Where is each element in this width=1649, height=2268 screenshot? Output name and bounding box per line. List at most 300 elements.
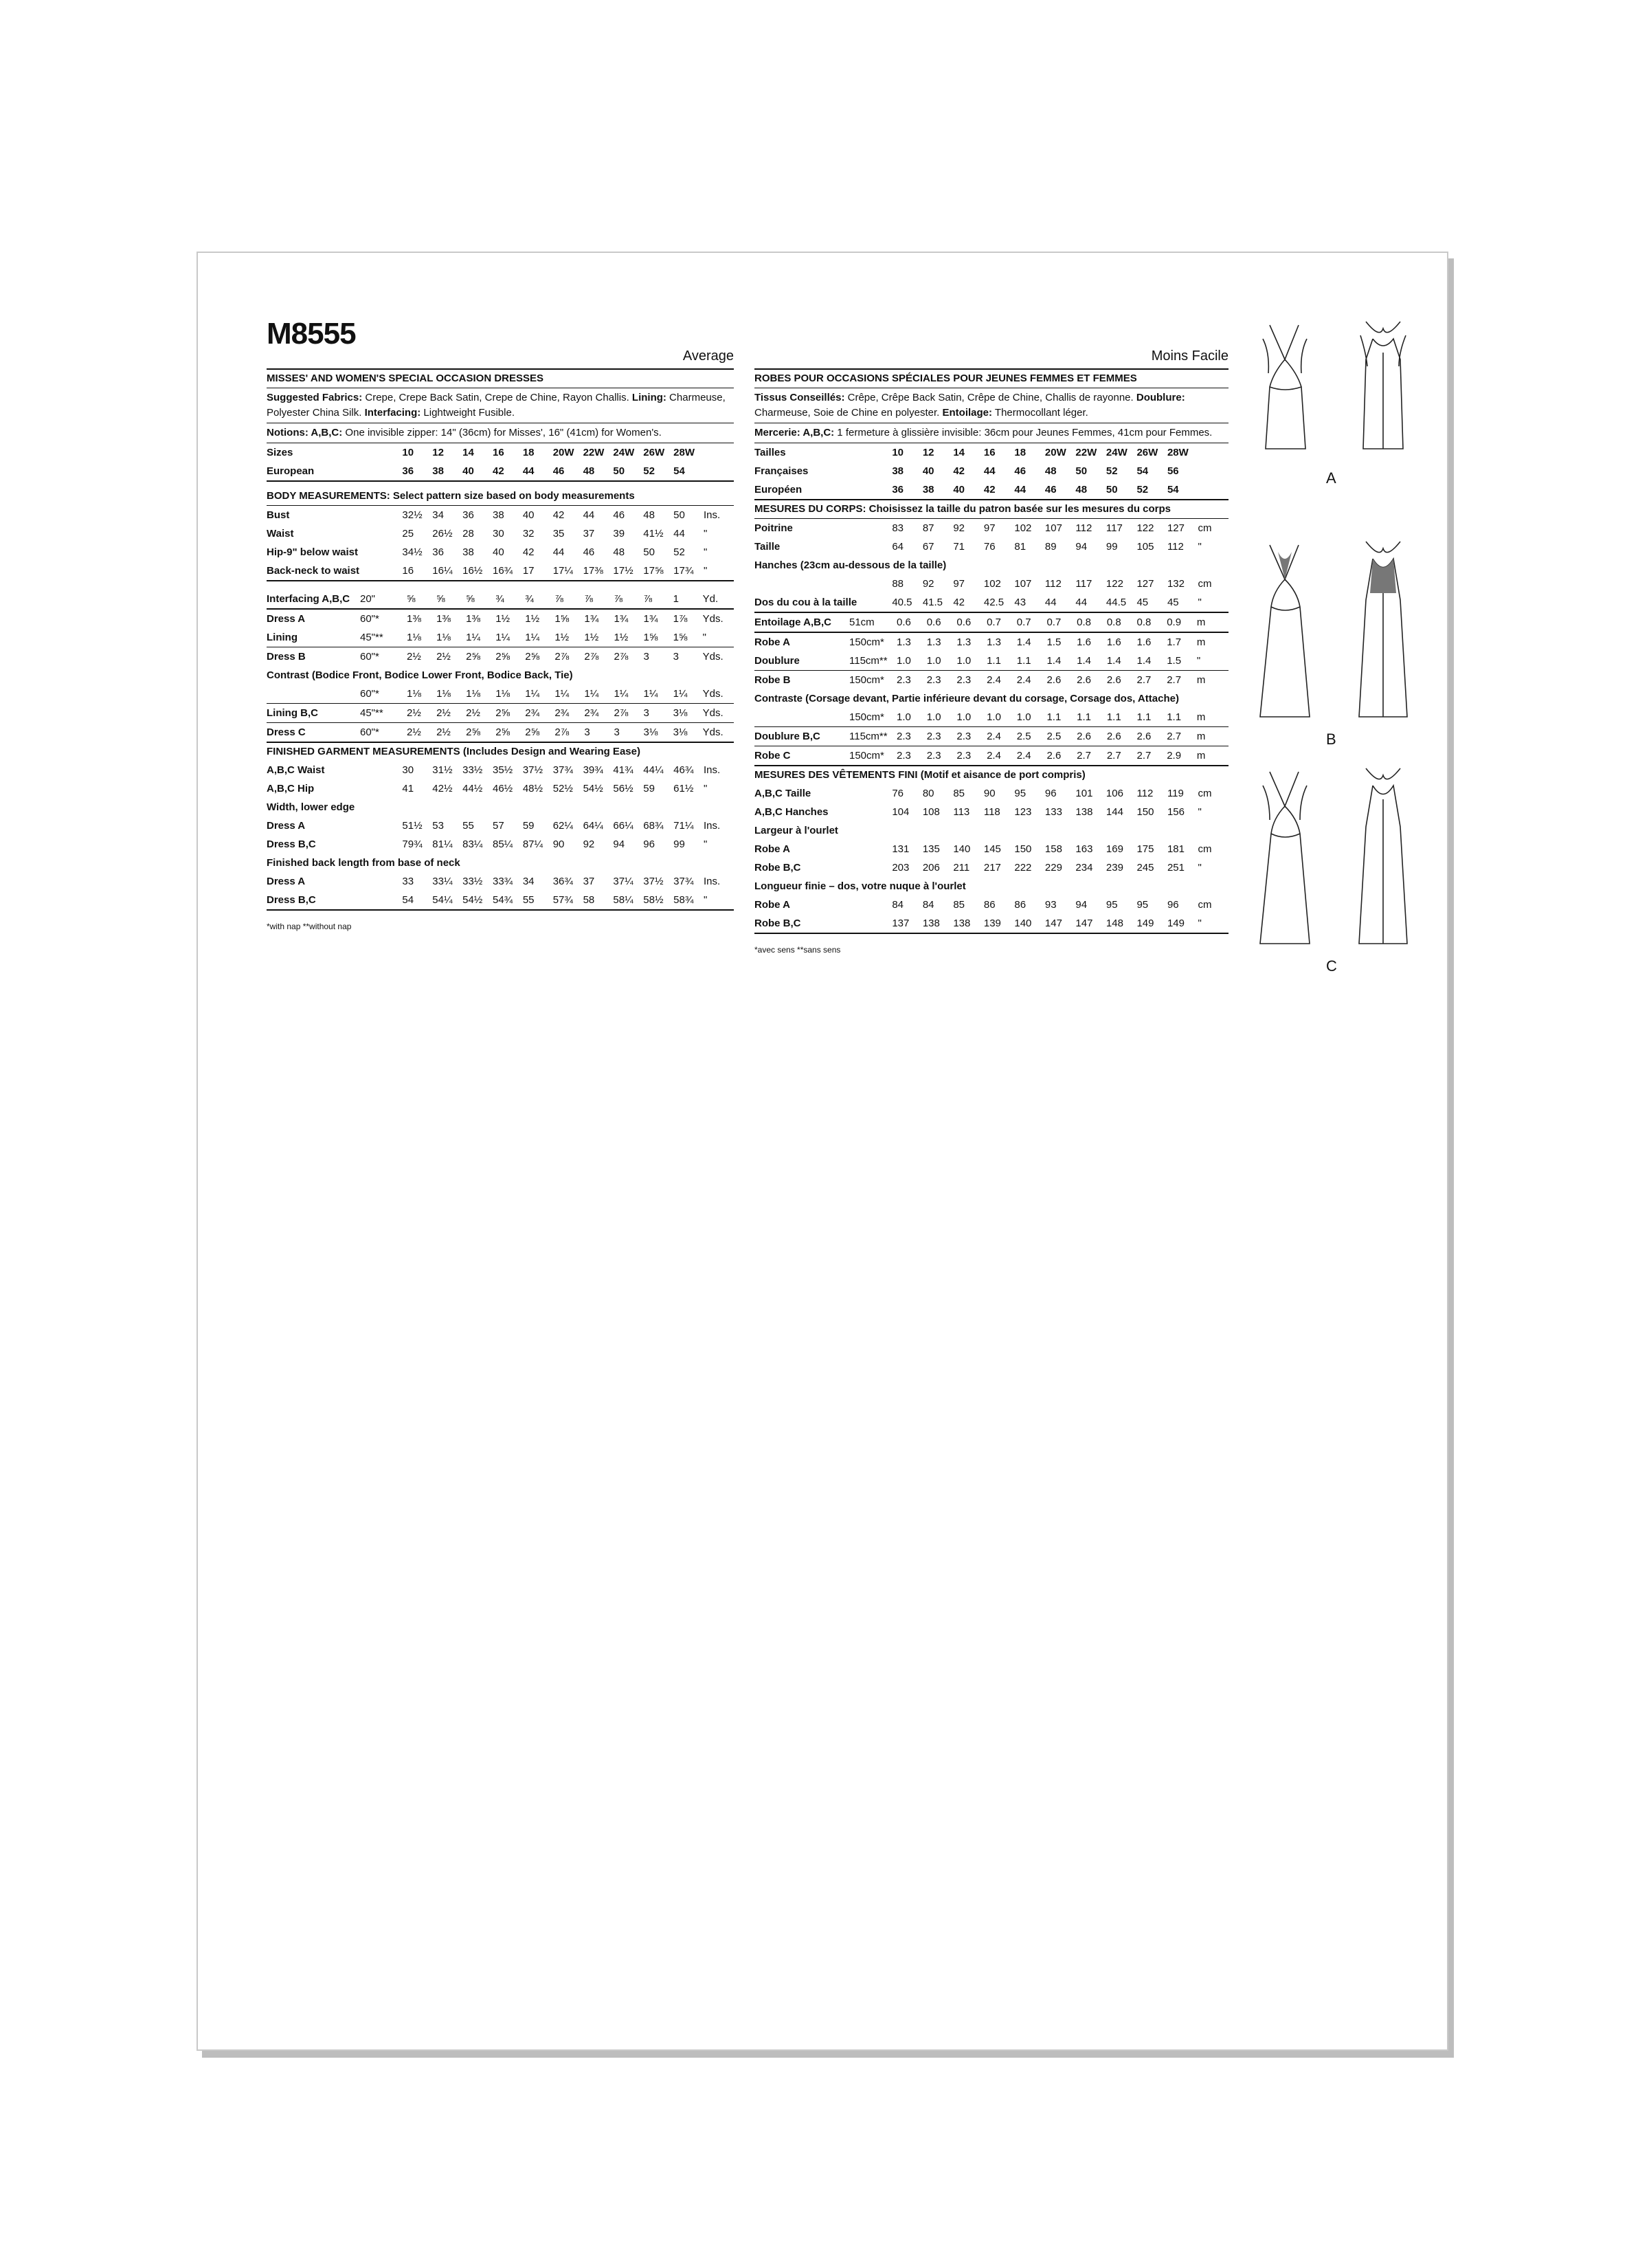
cell-value: 217 xyxy=(983,862,1001,874)
cell-value: 1.0 xyxy=(897,708,927,727)
cell-value: 2¾ xyxy=(525,704,554,723)
cell-value: 1.1 xyxy=(1167,708,1197,727)
cell-value: 1¼ xyxy=(495,628,525,647)
cell-value: 52 xyxy=(643,462,673,481)
unit-label xyxy=(1198,443,1229,462)
fabric-width: 60"* xyxy=(360,651,379,663)
sizes-table-fr xyxy=(754,443,1229,500)
cell-value: 2.7 xyxy=(1137,746,1167,766)
cell-value: 28W xyxy=(1167,447,1189,458)
cell-value: 2.5 xyxy=(1017,727,1047,746)
finished-measurements-table-fr xyxy=(754,784,1229,934)
french-column xyxy=(754,329,1229,959)
table-row xyxy=(754,462,1229,480)
cell-value: 59 xyxy=(643,783,655,794)
yardage-table-fr xyxy=(754,613,1229,766)
section-heading: Contraste (Corsage devant, Partie inférieure devant du corsage, Corsage dos, Attache) xyxy=(754,693,1179,704)
cell-value: 44 xyxy=(1075,593,1106,612)
cell-value: 55 xyxy=(462,820,474,832)
cell-value: 1½ xyxy=(525,613,540,625)
cell-value: 2⅞ xyxy=(554,651,570,663)
cell-value: 34½ xyxy=(402,546,423,558)
row-label: A,B,C Waist xyxy=(267,764,325,776)
cell-value: 123 xyxy=(1014,806,1032,818)
cell-value: 1½ xyxy=(554,628,584,647)
cell-value: 17¾ xyxy=(673,562,704,581)
cell-value: 1⅜ xyxy=(407,613,421,625)
table-row xyxy=(754,708,1229,727)
cell-value: 211 xyxy=(953,862,970,874)
table-row xyxy=(267,891,734,910)
view-a xyxy=(1242,311,1442,538)
cell-value: 3⅛ xyxy=(673,704,703,723)
cell-value: 68¾ xyxy=(643,820,664,832)
cell-value: 1¼ xyxy=(673,685,703,704)
cell-value: 86 xyxy=(983,899,996,911)
cell-value: 42 xyxy=(522,546,535,558)
cell-value: 1.0 xyxy=(927,652,957,671)
cell-value: 36 xyxy=(402,462,432,481)
cell-value: 234 xyxy=(1075,862,1093,874)
cell-value: 38 xyxy=(432,462,462,481)
cell-value: 59 xyxy=(522,820,535,832)
cell-value: 1.3 xyxy=(956,636,972,648)
cell-value: 139 xyxy=(984,914,1015,933)
cell-value: 2.7 xyxy=(1167,674,1182,686)
cell-value: 25 xyxy=(402,528,414,540)
cell-value: 1.4 xyxy=(1137,652,1167,671)
cell-value: 20W xyxy=(1044,447,1066,458)
cell-value: 92 xyxy=(953,522,965,534)
table-row xyxy=(267,704,734,723)
row-label: Poitrine xyxy=(754,522,793,534)
cell-value: 97 xyxy=(953,578,965,590)
cell-value: 24W xyxy=(613,447,635,458)
cell-value: 147 xyxy=(1075,914,1106,933)
cell-value: 2⅝ xyxy=(525,723,554,743)
cell-value: 138 xyxy=(923,914,954,933)
cell-value: 113 xyxy=(953,806,970,818)
fabric-width: 60"* xyxy=(360,613,379,625)
cell-value: 14 xyxy=(462,447,474,458)
unit-label: m xyxy=(1197,746,1229,766)
cell-value: 112 xyxy=(1044,578,1062,590)
cell-value: 2⅞ xyxy=(554,723,584,743)
cell-value: 57 xyxy=(492,820,504,832)
row-label: Bust xyxy=(267,509,290,521)
cell-value: 38 xyxy=(923,480,954,500)
cell-value: 2.6 xyxy=(1077,727,1107,746)
cell-value: ⅝ xyxy=(436,590,466,609)
row-label: Lining B,C xyxy=(267,704,360,723)
cell-value: 85 xyxy=(953,788,965,799)
cell-value: 0.7 xyxy=(1046,613,1077,632)
cell-value: 16¼ xyxy=(432,562,462,581)
cell-value: 3 xyxy=(643,651,649,663)
cell-value: 50 xyxy=(613,462,643,481)
cell-value: 28W xyxy=(673,447,695,458)
fabric-width: 150cm* xyxy=(849,746,897,766)
cell-value: 12 xyxy=(922,447,934,458)
cell-value: 2⅝ xyxy=(466,651,480,663)
cell-value: 0.7 xyxy=(987,613,1017,632)
cell-value: 2⅝ xyxy=(466,723,495,743)
row-label: Tailles xyxy=(754,447,786,458)
cell-value: 37¼ xyxy=(613,876,633,887)
unit-label xyxy=(704,462,734,481)
cell-value: 169 xyxy=(1106,843,1123,855)
cell-value: 0.8 xyxy=(1077,613,1107,632)
cell-value: 32½ xyxy=(402,509,423,521)
cell-value: 1¼ xyxy=(584,685,614,704)
cell-value: 104 xyxy=(892,806,910,818)
cell-value: 54½ xyxy=(583,783,603,794)
cell-value: 1⅜ xyxy=(436,613,451,625)
row-label xyxy=(754,575,892,593)
row-label: Taille xyxy=(754,541,781,553)
cell-value: ¾ xyxy=(495,590,525,609)
cell-value: 105 xyxy=(1136,541,1154,553)
cell-value: 117 xyxy=(1075,578,1092,590)
cell-value: 20W xyxy=(552,447,574,458)
cell-value: 117 xyxy=(1106,522,1123,534)
cell-value: 3 xyxy=(644,704,673,723)
fabric-description: Suggested Fabrics: Crepe, Crepe Back Satin, Crepe de Chine, Rayon Challis. Lining: Charmeuse, Polyester China Silk. Interfacing: Lightweight Fusible. xyxy=(267,388,734,423)
row-label: Dress A xyxy=(267,613,306,625)
pattern-title: MISSES' AND WOMEN'S SPECIAL OCCASION DRESSES xyxy=(267,370,734,388)
table-row xyxy=(267,779,734,798)
cell-value: 1.1 xyxy=(1046,708,1077,727)
table-row xyxy=(267,647,734,667)
cell-value: 22W xyxy=(1075,447,1097,458)
cell-value: 1.0 xyxy=(956,708,987,727)
cell-value: ¾ xyxy=(525,590,554,609)
cell-value: 2¾ xyxy=(584,704,614,723)
body-measurements-table xyxy=(267,506,734,581)
cell-value: 2½ xyxy=(436,723,466,743)
cell-value: 54½ xyxy=(462,891,493,910)
cell-value: 88 xyxy=(892,578,904,590)
row-label xyxy=(267,685,360,704)
cell-value: 33 xyxy=(402,876,414,887)
cell-value: 89 xyxy=(1044,541,1057,553)
cell-value: 40 xyxy=(492,546,504,558)
cell-value: 58¼ xyxy=(613,891,643,910)
cell-value: 137 xyxy=(892,914,923,933)
cell-value: 1.0 xyxy=(956,652,987,671)
english-column xyxy=(267,317,734,936)
cell-value: 57¾ xyxy=(553,891,583,910)
cell-value: 38 xyxy=(462,546,474,558)
cell-value: 43 xyxy=(1014,593,1045,612)
cell-value: 32 xyxy=(522,528,535,540)
row-label: Doublure xyxy=(754,652,849,671)
cell-value: 99 xyxy=(1106,541,1118,553)
cell-value: 92 xyxy=(922,578,934,590)
fabric-width: 60"* xyxy=(360,685,407,704)
cell-value: 156 xyxy=(1167,806,1185,818)
cell-value: 1.1 xyxy=(987,652,1017,671)
cell-value: 1⅝ xyxy=(673,628,703,647)
table-row xyxy=(267,628,734,647)
unit-label: " xyxy=(704,528,708,540)
finished-measurements-table xyxy=(267,761,734,911)
cell-value: 42 xyxy=(953,465,965,477)
cell-value: 24W xyxy=(1106,447,1128,458)
row-label: Doublure B,C xyxy=(754,727,849,746)
cell-value: 122 xyxy=(1106,578,1123,590)
table-row xyxy=(267,543,734,562)
cell-value: 2.9 xyxy=(1167,746,1197,766)
cell-value: 1.4 xyxy=(1046,652,1077,671)
cell-value: 1.1 xyxy=(1077,708,1107,727)
cell-value: 54 xyxy=(402,891,432,910)
cell-value: 1.4 xyxy=(1016,636,1031,648)
row-label: A,B,C Hanches xyxy=(754,806,829,818)
cell-value: 1⅛ xyxy=(436,628,466,647)
cell-value: 2.6 xyxy=(1077,674,1091,686)
table-row xyxy=(754,784,1229,803)
cell-value: 2.4 xyxy=(1017,746,1047,766)
cell-value: 1¾ xyxy=(614,613,629,625)
cell-value: 45 xyxy=(1167,593,1198,612)
cell-value: 46 xyxy=(1045,480,1076,500)
table-row xyxy=(754,480,1229,500)
cell-value: ⅞ xyxy=(614,590,643,609)
cell-value: 102 xyxy=(983,578,1001,590)
cell-value: 46 xyxy=(1014,465,1027,477)
cell-value: 71¼ xyxy=(673,820,694,832)
cell-value: 203 xyxy=(892,862,910,874)
unit-label: " xyxy=(703,628,734,647)
cell-value: 102 xyxy=(1014,522,1032,534)
cell-value: 40 xyxy=(522,509,535,521)
cell-value: 94 xyxy=(1075,541,1088,553)
row-label: Robe A xyxy=(754,899,790,911)
table-row xyxy=(267,562,734,581)
row-label: Robe B,C xyxy=(754,862,801,874)
cell-value: 1⅝ xyxy=(644,628,673,647)
cell-value: 107 xyxy=(1014,578,1032,590)
view-label: A xyxy=(1326,469,1336,487)
cell-value: 2¾ xyxy=(554,704,584,723)
cell-value: 44 xyxy=(983,465,996,477)
cell-value: 2.5 xyxy=(1046,727,1077,746)
table-row xyxy=(267,666,734,685)
cell-value: 138 xyxy=(953,914,984,933)
cell-value: 1.6 xyxy=(1106,636,1121,648)
cell-value: 35½ xyxy=(492,764,513,776)
fabric-width: 115cm** xyxy=(849,652,897,671)
cell-value: 36¾ xyxy=(552,876,573,887)
cell-value: 106 xyxy=(1106,788,1123,799)
cell-value: 2.6 xyxy=(1046,674,1062,686)
cell-value: 76 xyxy=(983,541,996,553)
dress-b-long-halter-contrast-icon xyxy=(1242,538,1442,744)
row-label: Hip-9" below waist xyxy=(267,546,358,558)
fabric-width: 150cm* xyxy=(849,708,897,727)
cell-value: 131 xyxy=(892,843,910,855)
cell-value: 18 xyxy=(522,447,535,458)
cell-value: 175 xyxy=(1136,843,1154,855)
cell-value: 96 xyxy=(643,838,655,850)
cell-value: 1.7 xyxy=(1167,636,1182,648)
cell-value: 16 xyxy=(983,447,996,458)
cell-value: 48 xyxy=(643,509,655,521)
cell-value: 149 xyxy=(1167,914,1198,933)
cell-value: 33¾ xyxy=(492,876,513,887)
cell-value: 112 xyxy=(1167,541,1184,553)
unit-label: cm xyxy=(1198,788,1212,799)
unit-label: Ins. xyxy=(704,876,721,887)
cell-value: 26W xyxy=(643,447,665,458)
row-label: Lining xyxy=(267,628,360,647)
cell-value: ⅞ xyxy=(584,590,614,609)
unit-label: cm xyxy=(1198,578,1212,590)
unit-label: m xyxy=(1196,636,1206,648)
cell-value: 50 xyxy=(1106,480,1137,500)
cell-value: 40 xyxy=(922,465,934,477)
cell-value: 2.3 xyxy=(897,746,927,766)
fabric-width: 60"* xyxy=(360,723,407,743)
cell-value: 58 xyxy=(583,891,614,910)
cell-value: 67 xyxy=(922,541,934,553)
cell-value: 36 xyxy=(432,546,444,558)
cell-value: 42 xyxy=(552,509,565,521)
cell-value: 122 xyxy=(1136,522,1154,534)
cell-value: 53 xyxy=(432,820,444,832)
cell-value: 71 xyxy=(953,541,965,553)
cell-value: 54 xyxy=(1167,480,1198,500)
cell-value: 1⅞ xyxy=(673,613,688,625)
cell-value: 2.3 xyxy=(956,746,987,766)
pattern-number: M8555 xyxy=(267,317,356,351)
row-label: Dress B,C xyxy=(267,838,316,850)
cell-value: 1.1 xyxy=(1137,708,1167,727)
cell-value: 61½ xyxy=(673,783,694,794)
cell-value: 14 xyxy=(953,447,965,458)
section-heading: Width, lower edge xyxy=(267,801,355,813)
cell-value: 50 xyxy=(643,546,655,558)
cell-value: 40 xyxy=(462,462,493,481)
pattern-title-fr: ROBES POUR OCCASIONS SPÉCIALES POUR JEUNES FEMMES ET FEMMES xyxy=(754,370,1229,388)
table-row xyxy=(754,858,1229,877)
cell-value: 2⅞ xyxy=(584,651,599,663)
pattern-envelope-back xyxy=(197,252,1448,2051)
table-row xyxy=(267,590,734,609)
cell-value: 31½ xyxy=(432,764,453,776)
unit-label xyxy=(1198,462,1229,480)
cell-value: 41¾ xyxy=(613,764,633,776)
cell-value: 0.8 xyxy=(1137,613,1167,632)
cell-value: 62¼ xyxy=(552,820,573,832)
cell-value: 38 xyxy=(892,465,904,477)
table-row xyxy=(754,652,1229,671)
cell-value: 2½ xyxy=(407,651,421,663)
cell-value: 46 xyxy=(553,462,583,481)
row-label xyxy=(754,708,849,727)
cell-value: 52½ xyxy=(552,783,573,794)
unit-label: " xyxy=(1198,914,1229,933)
cell-value: 46½ xyxy=(492,783,513,794)
cell-value: 132 xyxy=(1167,578,1185,590)
cell-value: 135 xyxy=(922,843,940,855)
row-label: Françaises xyxy=(754,465,809,477)
table-row xyxy=(754,671,1229,690)
cell-value: 17⅝ xyxy=(643,562,673,581)
cell-value: ⅞ xyxy=(644,590,673,609)
cell-value: ⅝ xyxy=(466,590,495,609)
footnote-fr: *avec sens **sans sens xyxy=(754,945,841,955)
cell-value: 42.5 xyxy=(984,593,1015,612)
view-label: C xyxy=(1326,957,1337,975)
table-row xyxy=(754,877,1229,896)
cell-value: 2.6 xyxy=(1107,727,1137,746)
cell-value: 1.3 xyxy=(897,636,911,648)
cell-value: 48 xyxy=(1075,480,1106,500)
cell-value: 26½ xyxy=(432,528,453,540)
cell-value: 44 xyxy=(1045,593,1076,612)
cell-value: 16½ xyxy=(462,562,493,581)
cell-value: 2.4 xyxy=(987,727,1017,746)
row-label: Dress A xyxy=(267,876,306,887)
cell-value: 150 xyxy=(1136,806,1154,818)
cell-value: 50 xyxy=(673,509,685,521)
cell-value: 2⅞ xyxy=(614,651,629,663)
cell-value: 147 xyxy=(1045,914,1076,933)
cell-value: 26W xyxy=(1136,447,1158,458)
cell-value: 2.7 xyxy=(1107,746,1137,766)
cell-value: 17⅜ xyxy=(583,562,614,581)
cell-value: 54 xyxy=(673,462,704,481)
cell-value: 1 xyxy=(673,590,703,609)
row-label: Robe B xyxy=(754,674,791,686)
cell-value: 251 xyxy=(1167,862,1185,874)
fabric-width: 45"** xyxy=(360,628,407,647)
cell-value: 1¼ xyxy=(644,685,673,704)
unit-label: " xyxy=(1198,541,1202,553)
table-row xyxy=(754,632,1229,652)
cell-value: 50 xyxy=(1075,465,1088,477)
cell-value: 0.8 xyxy=(1107,613,1137,632)
cell-value: 17½ xyxy=(613,562,643,581)
cell-value: 1.4 xyxy=(1077,652,1107,671)
table-row xyxy=(754,537,1229,556)
cell-value: 33½ xyxy=(462,764,483,776)
cell-value: ⅝ xyxy=(407,590,436,609)
unit-label xyxy=(1198,480,1229,500)
cell-value: 2⅝ xyxy=(495,704,525,723)
cell-value: 1½ xyxy=(614,628,643,647)
cell-value: 17 xyxy=(523,562,553,581)
cell-value: 229 xyxy=(1044,862,1062,874)
footnote: *with nap **without nap xyxy=(267,922,352,931)
cell-value: 0.6 xyxy=(956,613,987,632)
cell-value: 140 xyxy=(1014,914,1045,933)
cell-value: 206 xyxy=(922,862,940,874)
cell-value: 2.6 xyxy=(1046,746,1077,766)
cell-value: 28 xyxy=(462,528,474,540)
body-measurements-table-fr xyxy=(754,519,1229,613)
cell-value: 95 xyxy=(1106,899,1118,911)
unit-label: cm xyxy=(1198,899,1212,911)
cell-value: 18 xyxy=(1014,447,1027,458)
cell-value: 81 xyxy=(1014,541,1027,553)
unit-label: Yds. xyxy=(703,723,734,743)
cell-value: 2⅝ xyxy=(495,651,511,663)
cell-value: 55 xyxy=(523,891,553,910)
cell-value: 86 xyxy=(1014,899,1027,911)
